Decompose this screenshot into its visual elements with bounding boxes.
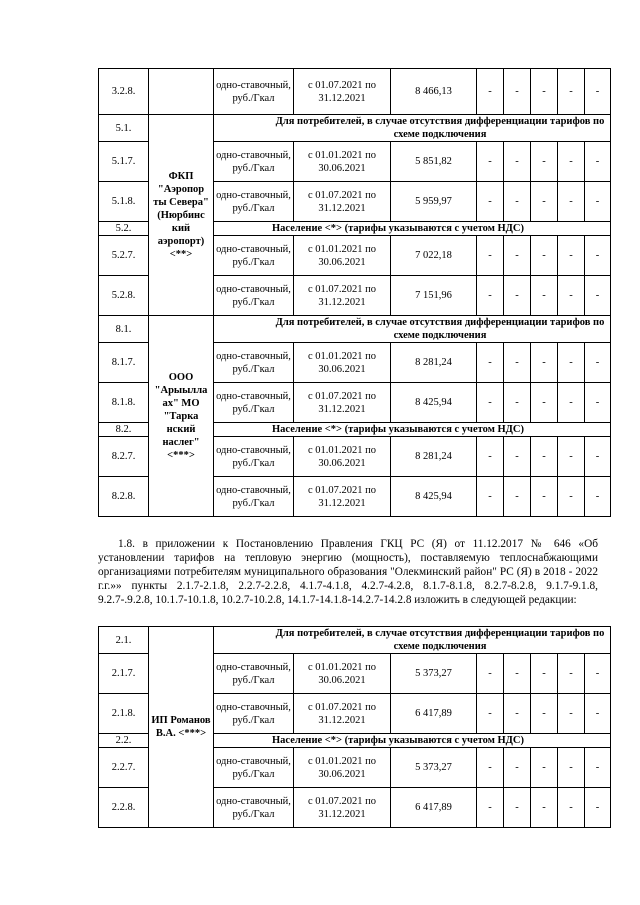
- empty-cell: -: [585, 343, 611, 383]
- empty-cell: -: [531, 276, 558, 316]
- empty-cell: -: [504, 236, 531, 276]
- empty-cell: -: [585, 383, 611, 423]
- empty-cell: -: [504, 383, 531, 423]
- row-number: 8.2.7.: [99, 437, 149, 477]
- empty-cell: -: [558, 276, 585, 316]
- tariff-value: 8 425,94: [391, 477, 477, 517]
- empty-cell: -: [531, 694, 558, 734]
- row-number: 2.2.7.: [99, 748, 149, 788]
- organization-name-continued: [149, 69, 214, 115]
- empty-cell: -: [585, 182, 611, 222]
- tariff-value: 5 851,82: [391, 142, 477, 182]
- period: с 01.07.2021 по 31.12.2021: [294, 788, 391, 828]
- empty-cell: -: [504, 182, 531, 222]
- row-number: 8.1.8.: [99, 383, 149, 423]
- organization-name: ООО "Арыылла ах" МО "Тарка нский наслег" <***>: [149, 316, 214, 517]
- group-row: [99, 115, 611, 142]
- empty-cell: -: [585, 236, 611, 276]
- empty-cell: -: [477, 748, 504, 788]
- empty-cell: -: [531, 236, 558, 276]
- empty-cell: -: [558, 748, 585, 788]
- tariff-unit: одно-ставочный, руб./Гкал: [214, 477, 294, 517]
- empty-cell: -: [504, 694, 531, 734]
- amendment-paragraph: [98, 537, 598, 607]
- empty-cell: -: [504, 276, 531, 316]
- amendment-text: 1.8. в приложении к Постановлению Правления ГКЦ РС (Я) от 11.12.2017 № 646 «Об установлении тарифов на тепловую энергию (мощность), поставляемую теплоснабжающими организациями потребителям муниципального образования "Олекминский район" РС (Я) в 2018 - 2022 г.г.»» пункты 2.1.7-2.1.8, 2.2.7-2.2.8, 4.1.7-4.1.8, 4.2.7-4.2.8, 8.1.7-8.1.8, 8.2.7-8.2.8, 9.1.7-9.1.8, 9.2.7-.9.2.8, 10.1.7-10.1.8, 10.2.7-10.2.8, 14.1.7-14.1.8-14.2.7-14.2.8 изложить в следующей редакции:: [98, 538, 598, 606]
- organization-name: ФКП "Аэропор ты Севера" (Нюрбинс кий аэропорт) <**>: [149, 115, 214, 316]
- empty-cell: -: [558, 236, 585, 276]
- period: с 01.07.2021 по 31.12.2021: [294, 477, 391, 517]
- tariff-unit: одно-ставочный, руб./Гкал: [214, 343, 294, 383]
- tariff-value: 7 151,96: [391, 276, 477, 316]
- empty-cell: -: [477, 477, 504, 517]
- row-number: 8.2.8.: [99, 477, 149, 517]
- empty-cell: -: [558, 343, 585, 383]
- row-number: 5.1.7.: [99, 142, 149, 182]
- empty-cell: -: [531, 69, 558, 115]
- group-row: [99, 627, 611, 654]
- empty-cell: -: [477, 142, 504, 182]
- empty-cell: -: [585, 477, 611, 517]
- tariff-value: 8 281,24: [391, 343, 477, 383]
- tariff-value: 8 466,13: [391, 69, 477, 115]
- table-row: [99, 69, 611, 115]
- tariff-value: 6 417,89: [391, 694, 477, 734]
- period: с 01.01.2021 по 30.06.2021: [294, 654, 391, 694]
- empty-cell: -: [477, 437, 504, 477]
- empty-cell: -: [531, 142, 558, 182]
- empty-cell: -: [504, 69, 531, 115]
- empty-cell: -: [504, 142, 531, 182]
- period: с 01.01.2021 по 30.06.2021: [294, 343, 391, 383]
- period: с 01.01.2021 по 30.06.2021: [294, 236, 391, 276]
- empty-cell: -: [477, 788, 504, 828]
- empty-cell: -: [531, 437, 558, 477]
- empty-cell: -: [531, 182, 558, 222]
- empty-cell: -: [504, 788, 531, 828]
- tariff-unit: одно-ставочный, руб./Гкал: [214, 236, 294, 276]
- empty-cell: -: [558, 788, 585, 828]
- empty-cell: -: [531, 343, 558, 383]
- empty-cell: -: [585, 654, 611, 694]
- empty-cell: -: [585, 69, 611, 115]
- tariff-value: 7 022,18: [391, 236, 477, 276]
- empty-cell: -: [504, 748, 531, 788]
- tariff-unit: одно-ставочный, руб./Гкал: [214, 69, 294, 115]
- group-label: Для потребителей, в случае отсутствия дифференциации тарифов по схеме подключения: [214, 115, 611, 142]
- group-label: Население <*> (тарифы указываются с учетом НДС): [214, 423, 611, 437]
- period: с 01.01.2021 по 30.06.2021: [294, 437, 391, 477]
- tariff-unit: одно-ставочный, руб./Гкал: [214, 276, 294, 316]
- tariff-value: 5 373,27: [391, 748, 477, 788]
- empty-cell: -: [558, 654, 585, 694]
- empty-cell: -: [558, 383, 585, 423]
- empty-cell: -: [585, 276, 611, 316]
- empty-cell: -: [558, 437, 585, 477]
- empty-cell: -: [585, 788, 611, 828]
- empty-cell: -: [504, 654, 531, 694]
- empty-cell: -: [477, 276, 504, 316]
- row-number: 2.1.7.: [99, 654, 149, 694]
- empty-cell: -: [585, 142, 611, 182]
- period: с 01.07.2021 по 31.12.2021: [294, 276, 391, 316]
- empty-cell: -: [477, 236, 504, 276]
- period: с 01.01.2021 по 30.06.2021: [294, 142, 391, 182]
- empty-cell: -: [477, 343, 504, 383]
- tariff-value: 6 417,89: [391, 788, 477, 828]
- organization-name: ИП Романов В.А. <***>: [149, 627, 214, 828]
- row-number: 3.2.8.: [99, 69, 149, 115]
- empty-cell: -: [504, 343, 531, 383]
- empty-cell: -: [558, 694, 585, 734]
- tariff-unit: одно-ставочный, руб./Гкал: [214, 748, 294, 788]
- empty-cell: -: [477, 383, 504, 423]
- row-number: 5.1.8.: [99, 182, 149, 222]
- tariff-unit: одно-ставочный, руб./Гкал: [214, 383, 294, 423]
- tariff-unit: одно-ставочный, руб./Гкал: [214, 142, 294, 182]
- tariff-unit: одно-ставочный, руб./Гкал: [214, 694, 294, 734]
- group-label: Для потребителей, в случае отсутствия дифференциации тарифов по схеме подключения: [214, 316, 611, 343]
- empty-cell: -: [531, 477, 558, 517]
- empty-cell: -: [585, 694, 611, 734]
- row-number: 5.2.7.: [99, 236, 149, 276]
- row-number: 5.2.8.: [99, 276, 149, 316]
- empty-cell: -: [531, 748, 558, 788]
- row-number: 8.1.7.: [99, 343, 149, 383]
- group-number: 2.1.: [99, 627, 149, 654]
- empty-cell: -: [477, 182, 504, 222]
- tariff-table-2: [98, 626, 611, 828]
- empty-cell: -: [585, 437, 611, 477]
- group-number: 8.2.: [99, 423, 149, 437]
- period: с 01.07.2021 по 31.12.2021: [294, 69, 391, 115]
- empty-cell: -: [477, 694, 504, 734]
- group-row: [99, 316, 611, 343]
- tariff-value: 8 425,94: [391, 383, 477, 423]
- group-number: 5.2.: [99, 222, 149, 236]
- tariff-table-1: [98, 68, 611, 517]
- tariff-unit: одно-ставочный, руб./Гкал: [214, 654, 294, 694]
- empty-cell: -: [477, 654, 504, 694]
- group-label: Население <*> (тарифы указываются с учетом НДС): [214, 222, 611, 236]
- empty-cell: -: [504, 437, 531, 477]
- period: с 01.07.2021 по 31.12.2021: [294, 182, 391, 222]
- empty-cell: -: [558, 477, 585, 517]
- tariff-value: 5 959,97: [391, 182, 477, 222]
- empty-cell: -: [558, 182, 585, 222]
- group-number: 8.1.: [99, 316, 149, 343]
- tariff-unit: одно-ставочный, руб./Гкал: [214, 182, 294, 222]
- tariff-value: 8 281,24: [391, 437, 477, 477]
- period: с 01.01.2021 по 30.06.2021: [294, 748, 391, 788]
- empty-cell: -: [531, 788, 558, 828]
- empty-cell: -: [477, 69, 504, 115]
- period: с 01.07.2021 по 31.12.2021: [294, 383, 391, 423]
- group-label: Население <*> (тарифы указываются с учетом НДС): [214, 734, 611, 748]
- empty-cell: -: [558, 69, 585, 115]
- tariff-unit: одно-ставочный, руб./Гкал: [214, 437, 294, 477]
- empty-cell: -: [531, 654, 558, 694]
- group-number: 2.2.: [99, 734, 149, 748]
- empty-cell: -: [504, 477, 531, 517]
- tariff-unit: одно-ставочный, руб./Гкал: [214, 788, 294, 828]
- empty-cell: -: [585, 748, 611, 788]
- period: с 01.07.2021 по 31.12.2021: [294, 694, 391, 734]
- empty-cell: -: [531, 383, 558, 423]
- row-number: 2.1.8.: [99, 694, 149, 734]
- group-label: Для потребителей, в случае отсутствия дифференциации тарифов по схеме подключения: [214, 627, 611, 654]
- tariff-value: 5 373,27: [391, 654, 477, 694]
- group-number: 5.1.: [99, 115, 149, 142]
- row-number: 2.2.8.: [99, 788, 149, 828]
- empty-cell: -: [558, 142, 585, 182]
